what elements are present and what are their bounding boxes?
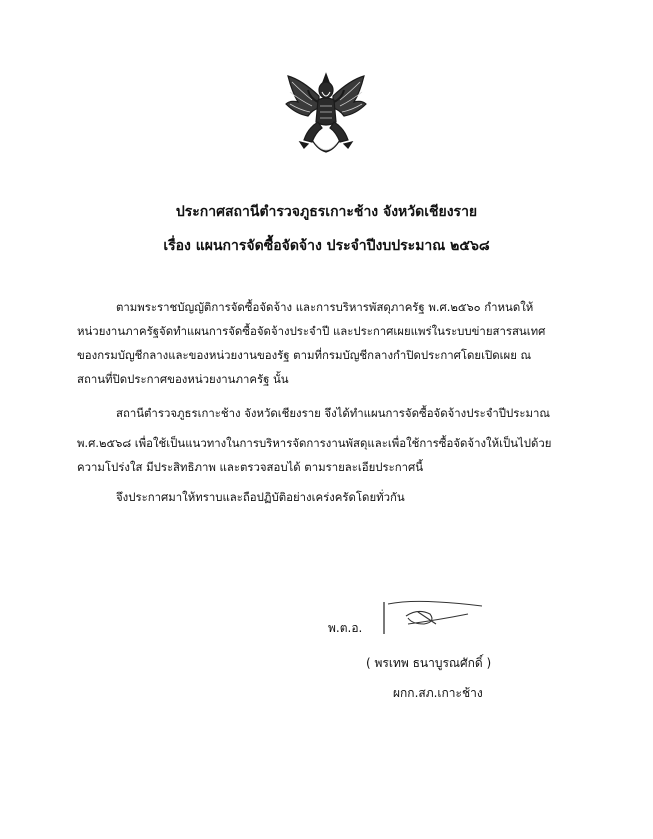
paragraph-1-line-1: ตามพระราชบัญญัติการจัดซื้อจัดจ้าง และการบริหารพัสดุภาครัฐ พ.ศ.๒๕๖๐ กำหนดให้: [116, 300, 534, 314]
announcement-subject: เรื่อง แผนการจัดซื้อจัดจ้าง ประจำปีงบประมาณ ๒๕๖๘: [163, 238, 490, 254]
paragraph-2-line-1: สถานีตำรวจภูธรเกาะช้าง จังหวัดเชียงราย จึงได้ทำแผนการจัดซื้อจัดจ้างประจำปีประมาณ: [116, 406, 550, 420]
paragraph-2-line-2: พ.ศ.๒๕๖๘ เพื่อใช้เป็นแนวทางในการบริหารจัดการงานพัสดุและเพื่อใช้การซื้อจัดจ้างให้เป็นไปด้วย: [77, 436, 552, 450]
paragraph-1-line-3: ของกรมบัญชีกลางและของหน่วยงานของรัฐ ตามที่กรมบัญชีกลางกำปิดประกาศโดยเปิดเผย ณ: [77, 348, 532, 362]
garuda-emblem-icon: [282, 70, 370, 162]
signatory-name: ( พรเทพ ธนาบูรณศักดิ์ ): [366, 656, 492, 670]
announcement-title: ประกาศสถานีตำรวจภูธรเกาะช้าง จังหวัดเชียงราย: [175, 204, 478, 220]
handwritten-signature-icon: [378, 596, 490, 636]
paragraph-1-line-2: หน่วยงานภาครัฐจัดทำแผนการจัดซื้อจัดจ้างประจำปี และประกาศเผยแพร่ในระบบข่ายสารสนเทศ: [77, 324, 546, 338]
signatory-rank: พ.ต.อ.: [328, 621, 363, 635]
paragraph-3: จึงประกาศมาให้ทราบและถือปฏิบัติอย่างเคร่งครัดโดยทั่วกัน: [116, 490, 405, 504]
paragraph-2-line-3: ความโปร่งใส มีประสิทธิภาพ และตรวจสอบได้ ตามรายละเอียประกาศนี้: [77, 460, 424, 474]
paragraph-1-line-4: สถานที่ปิดประกาศของหน่วยงานภาครัฐ นั้น: [77, 372, 289, 386]
signatory-position: ผกก.สภ.เกาะช้าง: [393, 686, 483, 700]
